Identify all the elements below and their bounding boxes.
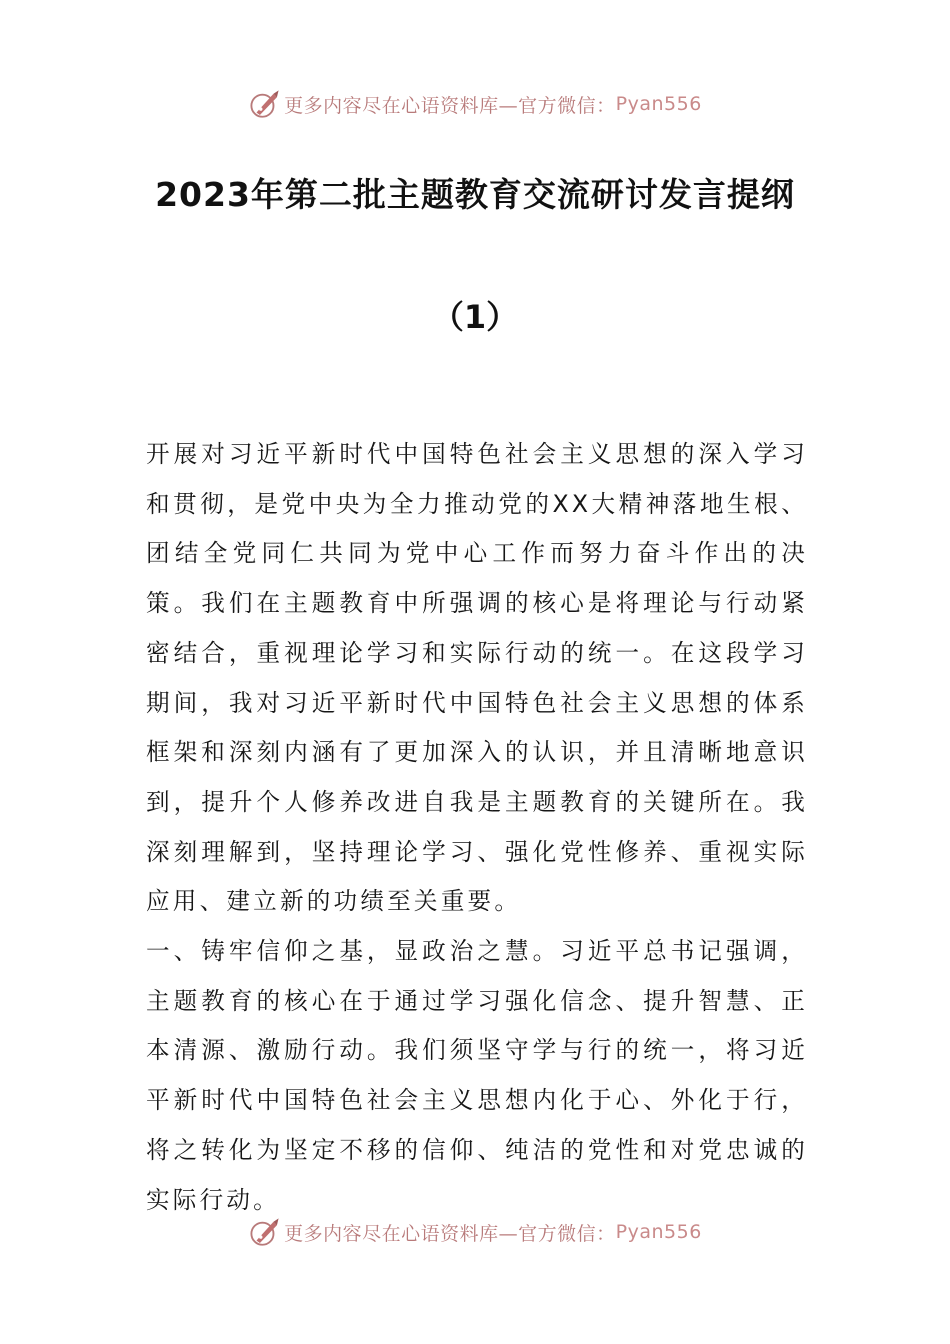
watermark-wechat-id: Pyan556 <box>615 93 702 115</box>
document-body <box>146 430 808 1225</box>
body-paragraph: 开展对习近平新时代中国特色社会主义思想的深入学习和贯彻，是党中央为全力推动党的XX大精神落地生根、团结全党同仁共同为党中心工作而努力奋斗作出的决策。我们在主题教育中所强调的核心是将理论与行动紧密结合，重视理论学习和实际行动的统一。在这段学习期间，我对习近平新时代中国特色社会主义思想的体系框架和深刻内涵有了更加深入的认识，并且清晰地意识到，提升个人修养改进自我是主题教育的关键所在。我深刻理解到，坚持理论学习、强化党性修养、重视实际应用、建立新的功绩至关重要。 <box>146 440 808 916</box>
footer-watermark <box>0 1212 950 1252</box>
watermark-text: 更多内容尽在心语资料库—官方微信： <box>284 94 616 117</box>
pen-nib-logo-icon <box>248 1215 282 1249</box>
header-watermark <box>0 84 950 124</box>
body-paragraph: 一、铸牢信仰之基，显政治之慧。习近平总书记强调，主题教育的核心在于通过学习强化信念、提升智慧、正本清源、激励行动。我们须坚守学与行的统一，将习近平新时代中国特色社会主义思想内化于心、外化于行，将之转化为坚定不移的信仰、纯洁的党性和对党忠诚的实际行动。 <box>146 937 808 1214</box>
document-title: 2023年第二批主题教育交流研讨发言提纲 <box>155 175 795 214</box>
watermark-text: 更多内容尽在心语资料库—官方微信： <box>284 1222 616 1245</box>
watermark-wechat-id: Pyan556 <box>615 1221 702 1243</box>
document-subtitle: （1） <box>431 298 519 336</box>
pen-nib-logo-icon <box>248 87 282 121</box>
